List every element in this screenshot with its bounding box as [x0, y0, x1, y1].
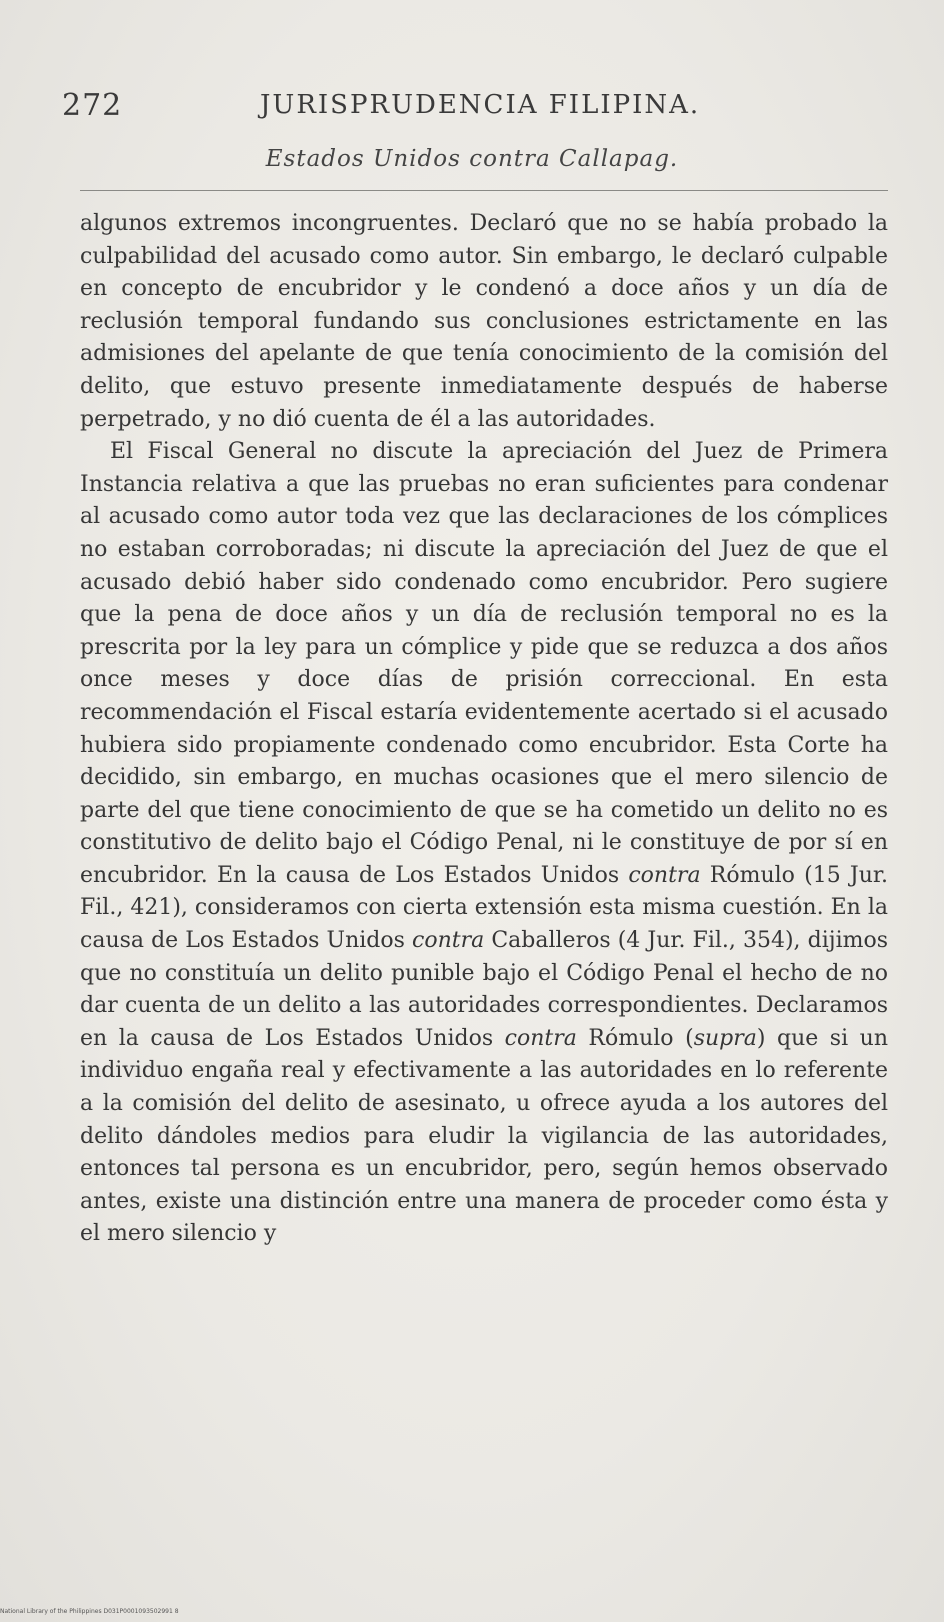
running-title: JURISPRUDENCIA FILIPINA.	[260, 90, 701, 120]
italic-term: contra	[412, 928, 485, 954]
paragraph-1: algunos extremos incongruentes. Declaró que no se había probado la culpabilidad del acusado como autor. Sin embargo, le declaró culpable en concepto de encubridor y le condenó a doce años y un día de reclusión temporal fundando sus conclusiones estrictamente en las admisiones del apelante de que tenía conocimiento de la comisión del delito, que estuvo presente inmediatamente después de haberse perpetrado, y no dió cuenta de él a las autoridades.	[80, 211, 888, 432]
body-text	[80, 208, 888, 1251]
page-number: 272	[62, 88, 123, 123]
italic-term: contra	[504, 1025, 577, 1051]
text-segment: El Fiscal General no discute la apreciación del Juez de Primera Instancia relativa a que las pruebas no eran suficientes para condenar al acusado como autor toda vez que las declaraciones de los cómplices no estaban corroboradas; ni discute la apreciación del Juez de que el acusado debió haber sido condenado como encubridor. Pero sugiere que la pena de doce años y un día de reclusión temporal no es la prescrita por la ley para un cómplice y pide que se reduzca a dos años once meses y doce días de prisión correccional. En esta recommendación el Fiscal estaría evidentemente acertado si el acusado hubiera sido propiamente condenado como encubridor. Esta Corte ha decidido, sin embargo, en muchas ocasiones que el mero silencio de parte del que tiene conocimiento de que se ha cometido un delito no es constitutivo de delito bajo el Código Penal, ni le constituye de por sí en encubridor. En la causa de Los Estados Unidos	[80, 439, 888, 888]
italic-term: supra	[693, 1025, 757, 1051]
case-title: Estados Unidos contra Callapag.	[265, 146, 679, 172]
scan-imprint: National Library of the Philippines D031P0001093502991 8	[0, 1608, 179, 1615]
header-divider	[80, 190, 888, 191]
paragraph-2	[80, 436, 888, 1251]
text-segment: Rómulo (	[576, 1025, 694, 1051]
text-segment: Caballeros (4 Jur. Fil., 354), dijimos que no constituía un delito punible bajo el Código Penal el hecho de no dar cuenta de un delito a las autoridades correspondientes. Declaramos en la causa de Los Estados Unidos	[80, 928, 888, 1051]
italic-term: contra	[628, 862, 701, 888]
text-segment: ) que si un individuo engaña real y efectivamente a las autoridades en lo referente a la comisión del delito de asesinato, u ofrece ayuda a los autores del delito dándoles medios para eludir la vigilancia de las autoridades, entonces tal persona es un encubridor, pero, según hemos observado antes, existe una distinción entre una manera de proceder como ésta y el mero silencio y	[80, 1025, 889, 1247]
page-header	[62, 88, 892, 134]
text-segment: Rómulo (15 Jur. Fil., 421), consideramos con cierta extensión esta misma cuestión. En la causa de Los Estados Unidos	[80, 862, 888, 954]
